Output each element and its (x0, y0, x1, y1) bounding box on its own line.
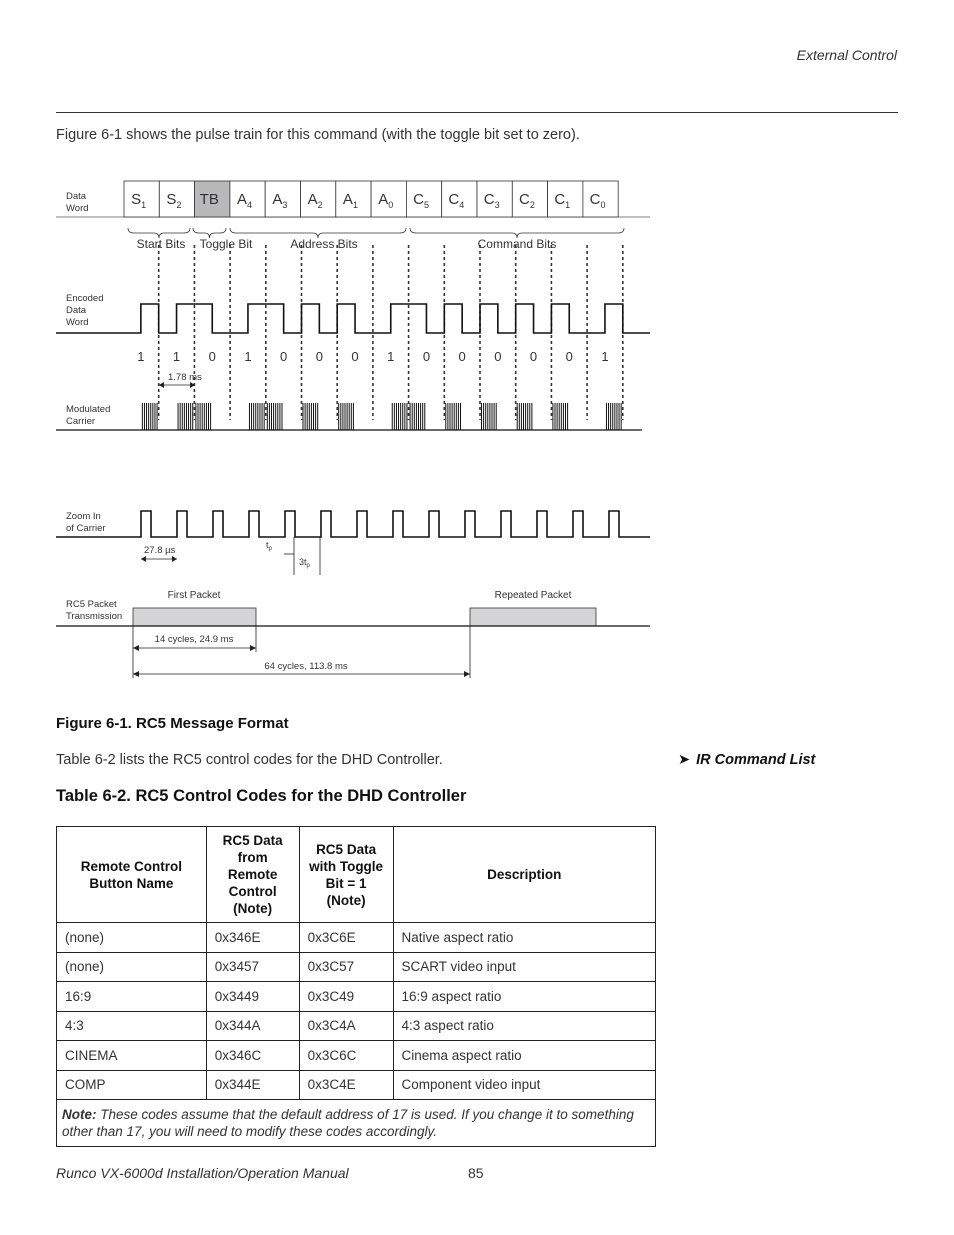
header-button-name: Remote Control Button Name (57, 827, 207, 923)
cell-button-name: 16:9 (57, 982, 207, 1012)
data-word-cell (336, 181, 371, 217)
row-label-encoded: Word (66, 317, 89, 328)
data-word-cell-label: $S_1$ (131, 191, 147, 210)
cell-rc5-toggle: 0x3C6E (299, 923, 393, 953)
data-word-cells (56, 181, 650, 217)
data-word-cell (265, 181, 300, 217)
table-title: Table 6-2. RC5 Control Codes for the DHD Controller (56, 787, 467, 805)
row-label-modulated: Carrier (66, 416, 96, 427)
table-intro-paragraph: Table 6-2 lists the RC5 control codes for the DHD Controller. (56, 752, 443, 768)
table-row (57, 982, 656, 1012)
header-rule (56, 112, 898, 113)
cell-rc5-data: 0x344A (206, 1011, 299, 1041)
bit-period-label: 1.78 ms (168, 372, 202, 383)
rc5-codes-table (56, 826, 656, 1147)
bit-value: 0 (315, 349, 323, 364)
data-word-cell-label: TB (199, 191, 219, 208)
data-word-cell (159, 181, 194, 217)
zoom-waveform-path (56, 511, 650, 537)
table-note-row (57, 1100, 656, 1147)
bit-value: 0 (280, 349, 288, 364)
bit-value: 1 (172, 349, 181, 364)
table-row (57, 952, 656, 982)
cell-rc5-toggle: 0x3C4E (299, 1070, 393, 1100)
cell-description: Cinema aspect ratio (393, 1041, 655, 1071)
note-label: Note: (62, 1107, 97, 1122)
three-tp-label: $3t_p$ (299, 557, 310, 569)
data-word-cell-label: $A_2$ (307, 191, 323, 210)
table-row (57, 1070, 656, 1100)
row-label-modulated: Modulated (66, 404, 111, 415)
header-rc5-toggle: RC5 Data with Toggle Bit = 1 (Note) (299, 827, 393, 923)
cell-button-name: (none) (57, 952, 207, 982)
data-word-cell (124, 181, 159, 217)
bit-value: 0 (565, 349, 573, 364)
cell-description: Component video input (393, 1070, 655, 1100)
tp-label: $t_p$ (266, 540, 272, 552)
data-word-cell-label: $C_5$ (413, 191, 429, 210)
cell-rc5-toggle: 0x3C57 (299, 952, 393, 982)
bit-value: 0 (494, 349, 502, 364)
note-text: These codes assume that the default address of 17 is used. If you change it to something other than 17, you will need to modify these codes accordingly. (62, 1107, 634, 1139)
cell-rc5-data: 0x3457 (206, 952, 299, 982)
row-label-zoom: of Carrier (66, 523, 106, 534)
data-word-cell-label: $C_3$ (483, 191, 500, 210)
bit-value: 1 (244, 349, 252, 364)
cell-description: SCART video input (393, 952, 655, 982)
cell-rc5-toggle: 0x3C6C (299, 1041, 393, 1071)
row-label-packet: Transmission (66, 611, 123, 622)
zoomed-carrier (56, 511, 650, 575)
data-word-cell (406, 181, 441, 217)
data-word-cell-label: $A_4$ (237, 191, 253, 210)
data-word-cell-label: $A_0$ (378, 191, 394, 210)
repeated-packet-box (470, 608, 596, 626)
cell-rc5-data: 0x344E (206, 1070, 299, 1100)
data-word-cell-label: $A_1$ (342, 191, 358, 210)
table-row (57, 923, 656, 953)
first-packet-label: First Packet (167, 590, 221, 601)
bit-value: 0 (422, 349, 431, 364)
data-word-cell (477, 181, 512, 217)
bit-value: 1 (601, 349, 609, 364)
data-word-cell-label: $C_1$ (554, 191, 571, 210)
intro-paragraph: Figure 6-1 shows the pulse train for this command (with the toggle bit set to zero). (56, 127, 580, 143)
bit-value: 1 (137, 349, 145, 364)
row-labels (66, 191, 122, 622)
data-word-cell (371, 181, 406, 217)
cell-button-name: COMP (57, 1070, 207, 1100)
figure-caption: Figure 6-1. RC5 Message Format (56, 715, 289, 732)
cell-rc5-toggle: 0x3C49 (299, 982, 393, 1012)
bit-group-braces (128, 228, 624, 251)
data-word-cell-label: $C_2$ (519, 191, 535, 210)
cell-rc5-data: 0x346E (206, 923, 299, 953)
row-label-packet: RC5 Packet (66, 599, 117, 610)
bit-value: 0 (351, 349, 359, 364)
repeated-packet-label: Repeated Packet (494, 590, 572, 601)
side-heading (678, 752, 815, 768)
data-word-cell (548, 181, 583, 217)
footer-manual-title: Runco VX-6000d Installation/Operation Manual (56, 1165, 349, 1181)
cell-rc5-toggle: 0x3C4A (299, 1011, 393, 1041)
header-title: External Control (796, 47, 897, 63)
packet-length-label: 14 cycles, 24.9 ms (154, 634, 234, 645)
group-label: Address Bits (290, 237, 358, 251)
group-label: Toggle Bit (199, 237, 253, 251)
cell-rc5-data: 0x3449 (206, 982, 299, 1012)
rc5-message-format-figure (56, 170, 656, 685)
header-rc5-data: RC5 Data from Remote Control (Note) (206, 827, 299, 923)
bit-value: 1 (387, 349, 395, 364)
row-label-encoded: Data (66, 305, 87, 316)
data-word-cell (583, 181, 618, 217)
header-description: Description (393, 827, 655, 923)
data-word-cell-label: $S_2$ (166, 191, 182, 210)
cell-description: 4:3 aspect ratio (393, 1011, 655, 1041)
row-label-data_word: Data (66, 191, 87, 202)
data-word-cell (442, 181, 477, 217)
carrier-period-label: 27.8 µs (144, 545, 176, 556)
bit-value: 0 (529, 349, 538, 364)
cell-description: Native aspect ratio (393, 923, 655, 953)
bit-value: 0 (208, 349, 216, 364)
row-label-zoom: Zoom In (66, 511, 101, 522)
bit-value: 0 (458, 349, 466, 364)
table-header-row (57, 827, 656, 923)
cell-description: 16:9 aspect ratio (393, 982, 655, 1012)
cell-button-name: (none) (57, 923, 207, 953)
cell-button-name: 4:3 (57, 1011, 207, 1041)
row-label-data_word: Word (66, 203, 89, 214)
repeat-period-label: 64 cycles, 113.8 ms (264, 661, 348, 672)
data-word-cell (230, 181, 265, 217)
data-word-cell-label: $C_0$ (589, 191, 606, 210)
table-row (57, 1011, 656, 1041)
row-label-encoded: Encoded (66, 293, 104, 304)
data-word-cell (512, 181, 547, 217)
cell-button-name: CINEMA (57, 1041, 207, 1071)
cell-rc5-data: 0x346C (206, 1041, 299, 1071)
encoded-waveform-path (56, 304, 650, 333)
first-packet-box (133, 608, 256, 626)
packet-transmission (56, 590, 650, 678)
modulated-carrier (56, 403, 642, 430)
arrow-left-icon: ➤ (678, 752, 691, 768)
group-label: Start Bits (136, 237, 186, 251)
encoded-waveform (56, 304, 650, 333)
data-word-cell-label: $A_3$ (272, 191, 288, 210)
side-heading-text: IR Command List (696, 752, 816, 768)
table-note (57, 1100, 656, 1147)
footer-page-number: 85 (468, 1165, 484, 1181)
data-word-cell (301, 181, 336, 217)
group-label: Command Bits (477, 237, 557, 251)
table-row (57, 1041, 656, 1071)
data-word-cell-label: $C_4$ (448, 191, 465, 210)
